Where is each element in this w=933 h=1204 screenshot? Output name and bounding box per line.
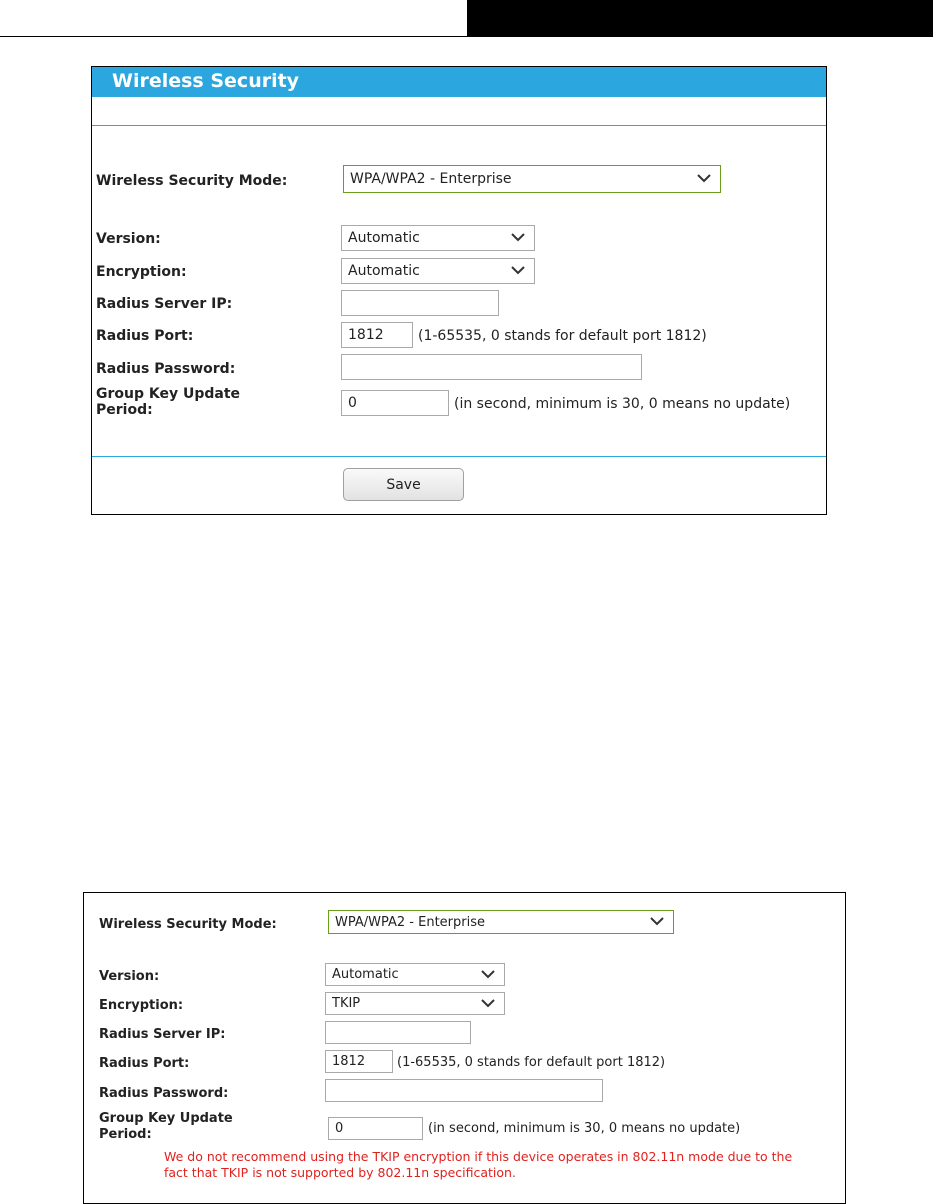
encryption-select[interactable] [325, 992, 505, 1015]
security-mode-label: Wireless Security Mode: [99, 917, 277, 932]
radius-port-hint: (1-65535, 0 stands for default port 1812) [418, 328, 707, 344]
wireless-security-panel-tkip [83, 892, 846, 1204]
header-black-bar [467, 0, 933, 37]
radius-port-label: Radius Port: [99, 1056, 190, 1071]
radius-password-label: Radius Password: [96, 361, 236, 377]
tkip-warning-line1: We do not recommend using the TKIP encryption if this device operates in 802.11n mode due to the [164, 1149, 793, 1164]
encryption-value: Automatic [348, 263, 420, 279]
encryption-label: Encryption: [99, 998, 184, 1013]
security-mode-value: WPA/WPA2 - Enterprise [335, 914, 485, 930]
radius-port-input[interactable]: 1812 [341, 322, 413, 348]
radius-port-hint: (1-65535, 0 stands for default port 1812) [397, 1055, 666, 1070]
group-key-label-line1: Group Key Update [96, 386, 241, 402]
group-key-input[interactable]: 0 [328, 1117, 423, 1140]
group-key-label-line2: Period: [99, 1127, 152, 1142]
version-select[interactable] [341, 225, 535, 251]
radius-ip-input[interactable] [341, 290, 499, 316]
security-mode-label: Wireless Security Mode: [96, 173, 288, 189]
radius-ip-label: Radius Server IP: [99, 1027, 226, 1042]
chevron-down-icon [480, 969, 496, 979]
divider [92, 125, 826, 126]
security-mode-select[interactable] [343, 165, 721, 193]
chevron-down-icon [510, 232, 526, 242]
radius-port-label: Radius Port: [96, 328, 194, 344]
group-key-hint: (in second, minimum is 30, 0 means no update) [454, 396, 791, 412]
chevron-down-icon [696, 173, 712, 183]
encryption-select[interactable] [341, 258, 535, 284]
chevron-down-icon [649, 916, 665, 926]
encryption-label: Encryption: [96, 264, 187, 280]
radius-password-input[interactable] [325, 1079, 603, 1102]
save-button[interactable]: Save [343, 468, 464, 501]
radius-password-input[interactable] [341, 354, 642, 380]
panel-title-bar [92, 67, 826, 97]
version-select[interactable] [325, 963, 505, 986]
divider [92, 456, 826, 457]
group-key-hint: (in second, minimum is 30, 0 means no update) [428, 1121, 741, 1136]
tkip-warning-line2: fact that TKIP is not supported by 802.11n specification. [164, 1165, 516, 1180]
version-value: Automatic [332, 967, 399, 982]
radius-password-label: Radius Password: [99, 1086, 229, 1101]
security-mode-select[interactable] [328, 910, 674, 934]
radius-ip-input[interactable] [325, 1021, 471, 1044]
security-mode-value: WPA/WPA2 - Enterprise [350, 171, 512, 187]
version-value: Automatic [348, 230, 420, 246]
version-label: Version: [96, 231, 161, 247]
wireless-security-panel [91, 66, 827, 515]
group-key-label-line2: Period: [96, 402, 153, 418]
chevron-down-icon [480, 998, 496, 1008]
radius-port-input[interactable]: 1812 [325, 1050, 393, 1073]
header-rule [0, 36, 467, 37]
page-title: Wireless Security [112, 70, 300, 92]
radius-ip-label: Radius Server IP: [96, 296, 233, 312]
group-key-input[interactable]: 0 [341, 390, 449, 416]
version-label: Version: [99, 969, 160, 984]
chevron-down-icon [510, 265, 526, 275]
encryption-value: TKIP [332, 996, 361, 1011]
group-key-label-line1: Group Key Update [99, 1111, 233, 1126]
